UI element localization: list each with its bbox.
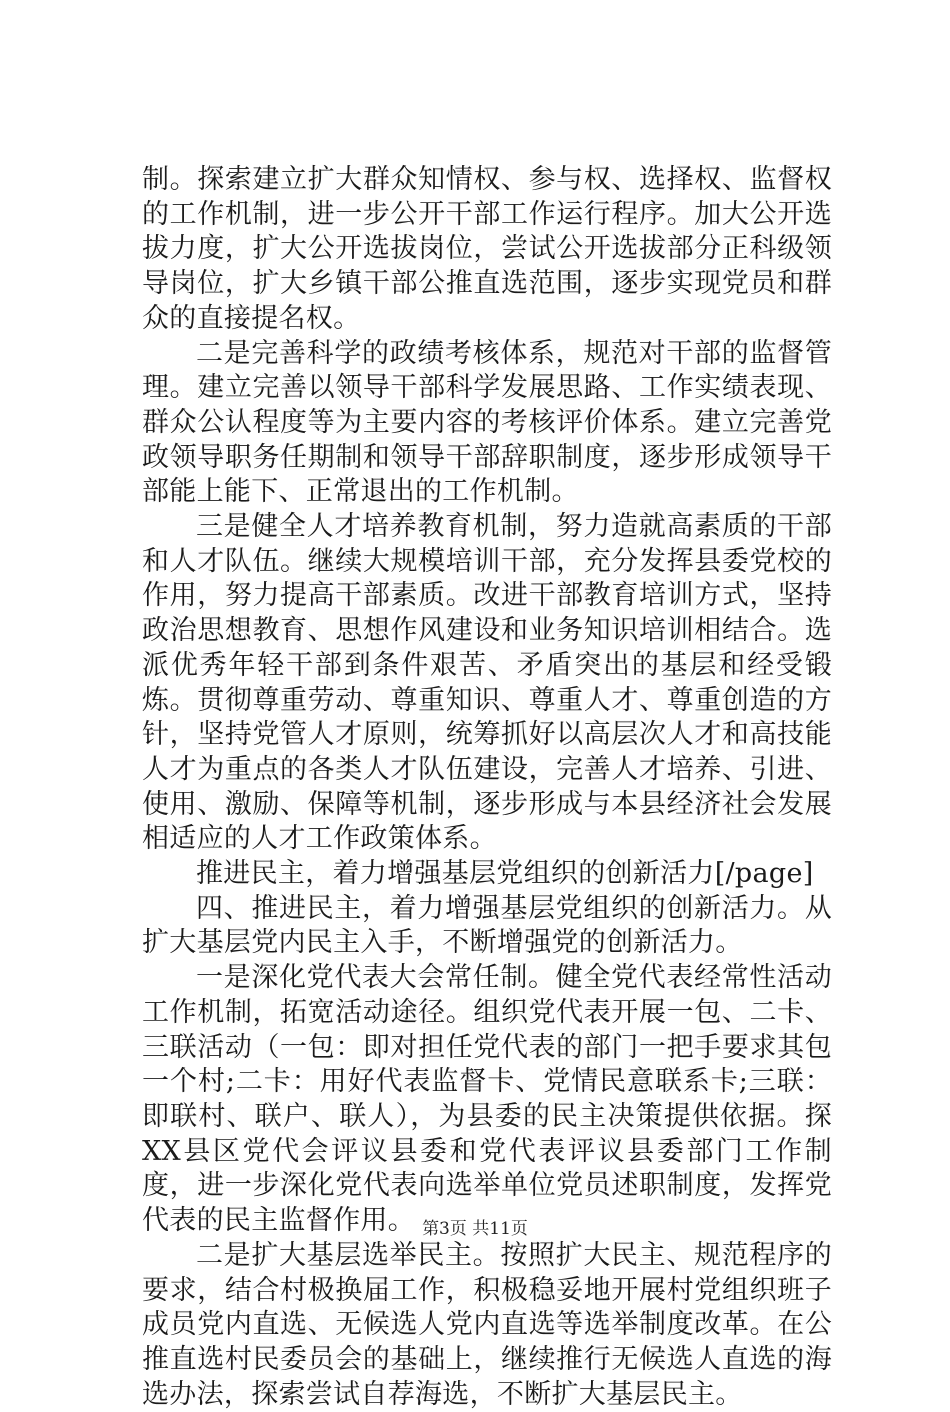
- page-number-footer: 第3页 共11页: [422, 1219, 528, 1239]
- paragraph-section-heading-marker: 推进民主，着力增强基层党组织的创新活力[/page]: [196, 858, 814, 890]
- paragraph-continuation: 制。探索建立扩大群众知情权、参与权、选择权、监督权的工作机制，进一步公开干部工作运行程序。加大公开选拔力度，扩大公开选拔岗位，尝试公开选拔部分正科级领导岗位，扩大乡镇干部公推直选范围，逐步实现党员和群众的直接提名权。: [142, 164, 832, 334]
- paragraph-grassroots-election: 二是扩大基层选举民主。按照扩大民主、规范程序的要求，结合村极换届工作，积极稳妥地开展村党组织班子成员党内直选、无候选人党内直选等选举制度改革。在公推直选村民委员会的基础上，继续推行无候选人直选的海选办法，探索尝试自荐海选，不断扩大基层民主。: [142, 1239, 832, 1410]
- paragraph-performance-assessment: 二是完善科学的政绩考核体系，规范对干部的监督管理。建立完善以领导干部科学发展思路、工作实绩表现、群众公认程度等为主要内容的考核评价体系。建立完善党政领导职务任期制和领导干部辞职制度，逐步形成领导干部能上能下、正常退出的工作机制。: [142, 337, 832, 508]
- paragraph-party-congress: 一是深化党代表大会常任制。健全党代表经常性活动工作机制，拓宽活动途径。组织党代表开展一包、二卡、三联活动（一包：即对担任党代表的部门一把手要求其包一个村;二卡：用好代表监督卡、党情民意联系卡;三联：即联村、联户、联人），为县委的民主决策提供依据。探XX县区党代会评议县委和党代表评议县委部门工作制度，进一步深化党代表向选举单位党员述职制度，发挥党代表的民主监督作用。: [142, 962, 832, 1237]
- paragraph-section-four: 四、推进民主，着力增强基层党组织的创新活力。从扩大基层党内民主入手，不断增强党的创新活力。: [142, 892, 832, 959]
- paragraph-talent-training: 三是健全人才培养教育机制，努力造就高素质的干部和人才队伍。继续大规模培训干部，充分发挥县委党校的作用，努力提高干部素质。改进干部教育培训方式，坚持政治思想教育、思想作风建设和业务知识培训相结合。选派优秀年轻干部到条件艰苦、矛盾突出的基层和经受锻炼。贯彻尊重劳动、尊重知识、尊重人才、尊重创造的方针，坚持党管人才原则，统筹抓好以高层次人才和高技能人才为重点的各类人才队伍建设，完善人才培养、引进、使用、激励、保障等机制，逐步形成与本县经济社会发展相适应的人才工作政策体系。: [142, 511, 832, 855]
